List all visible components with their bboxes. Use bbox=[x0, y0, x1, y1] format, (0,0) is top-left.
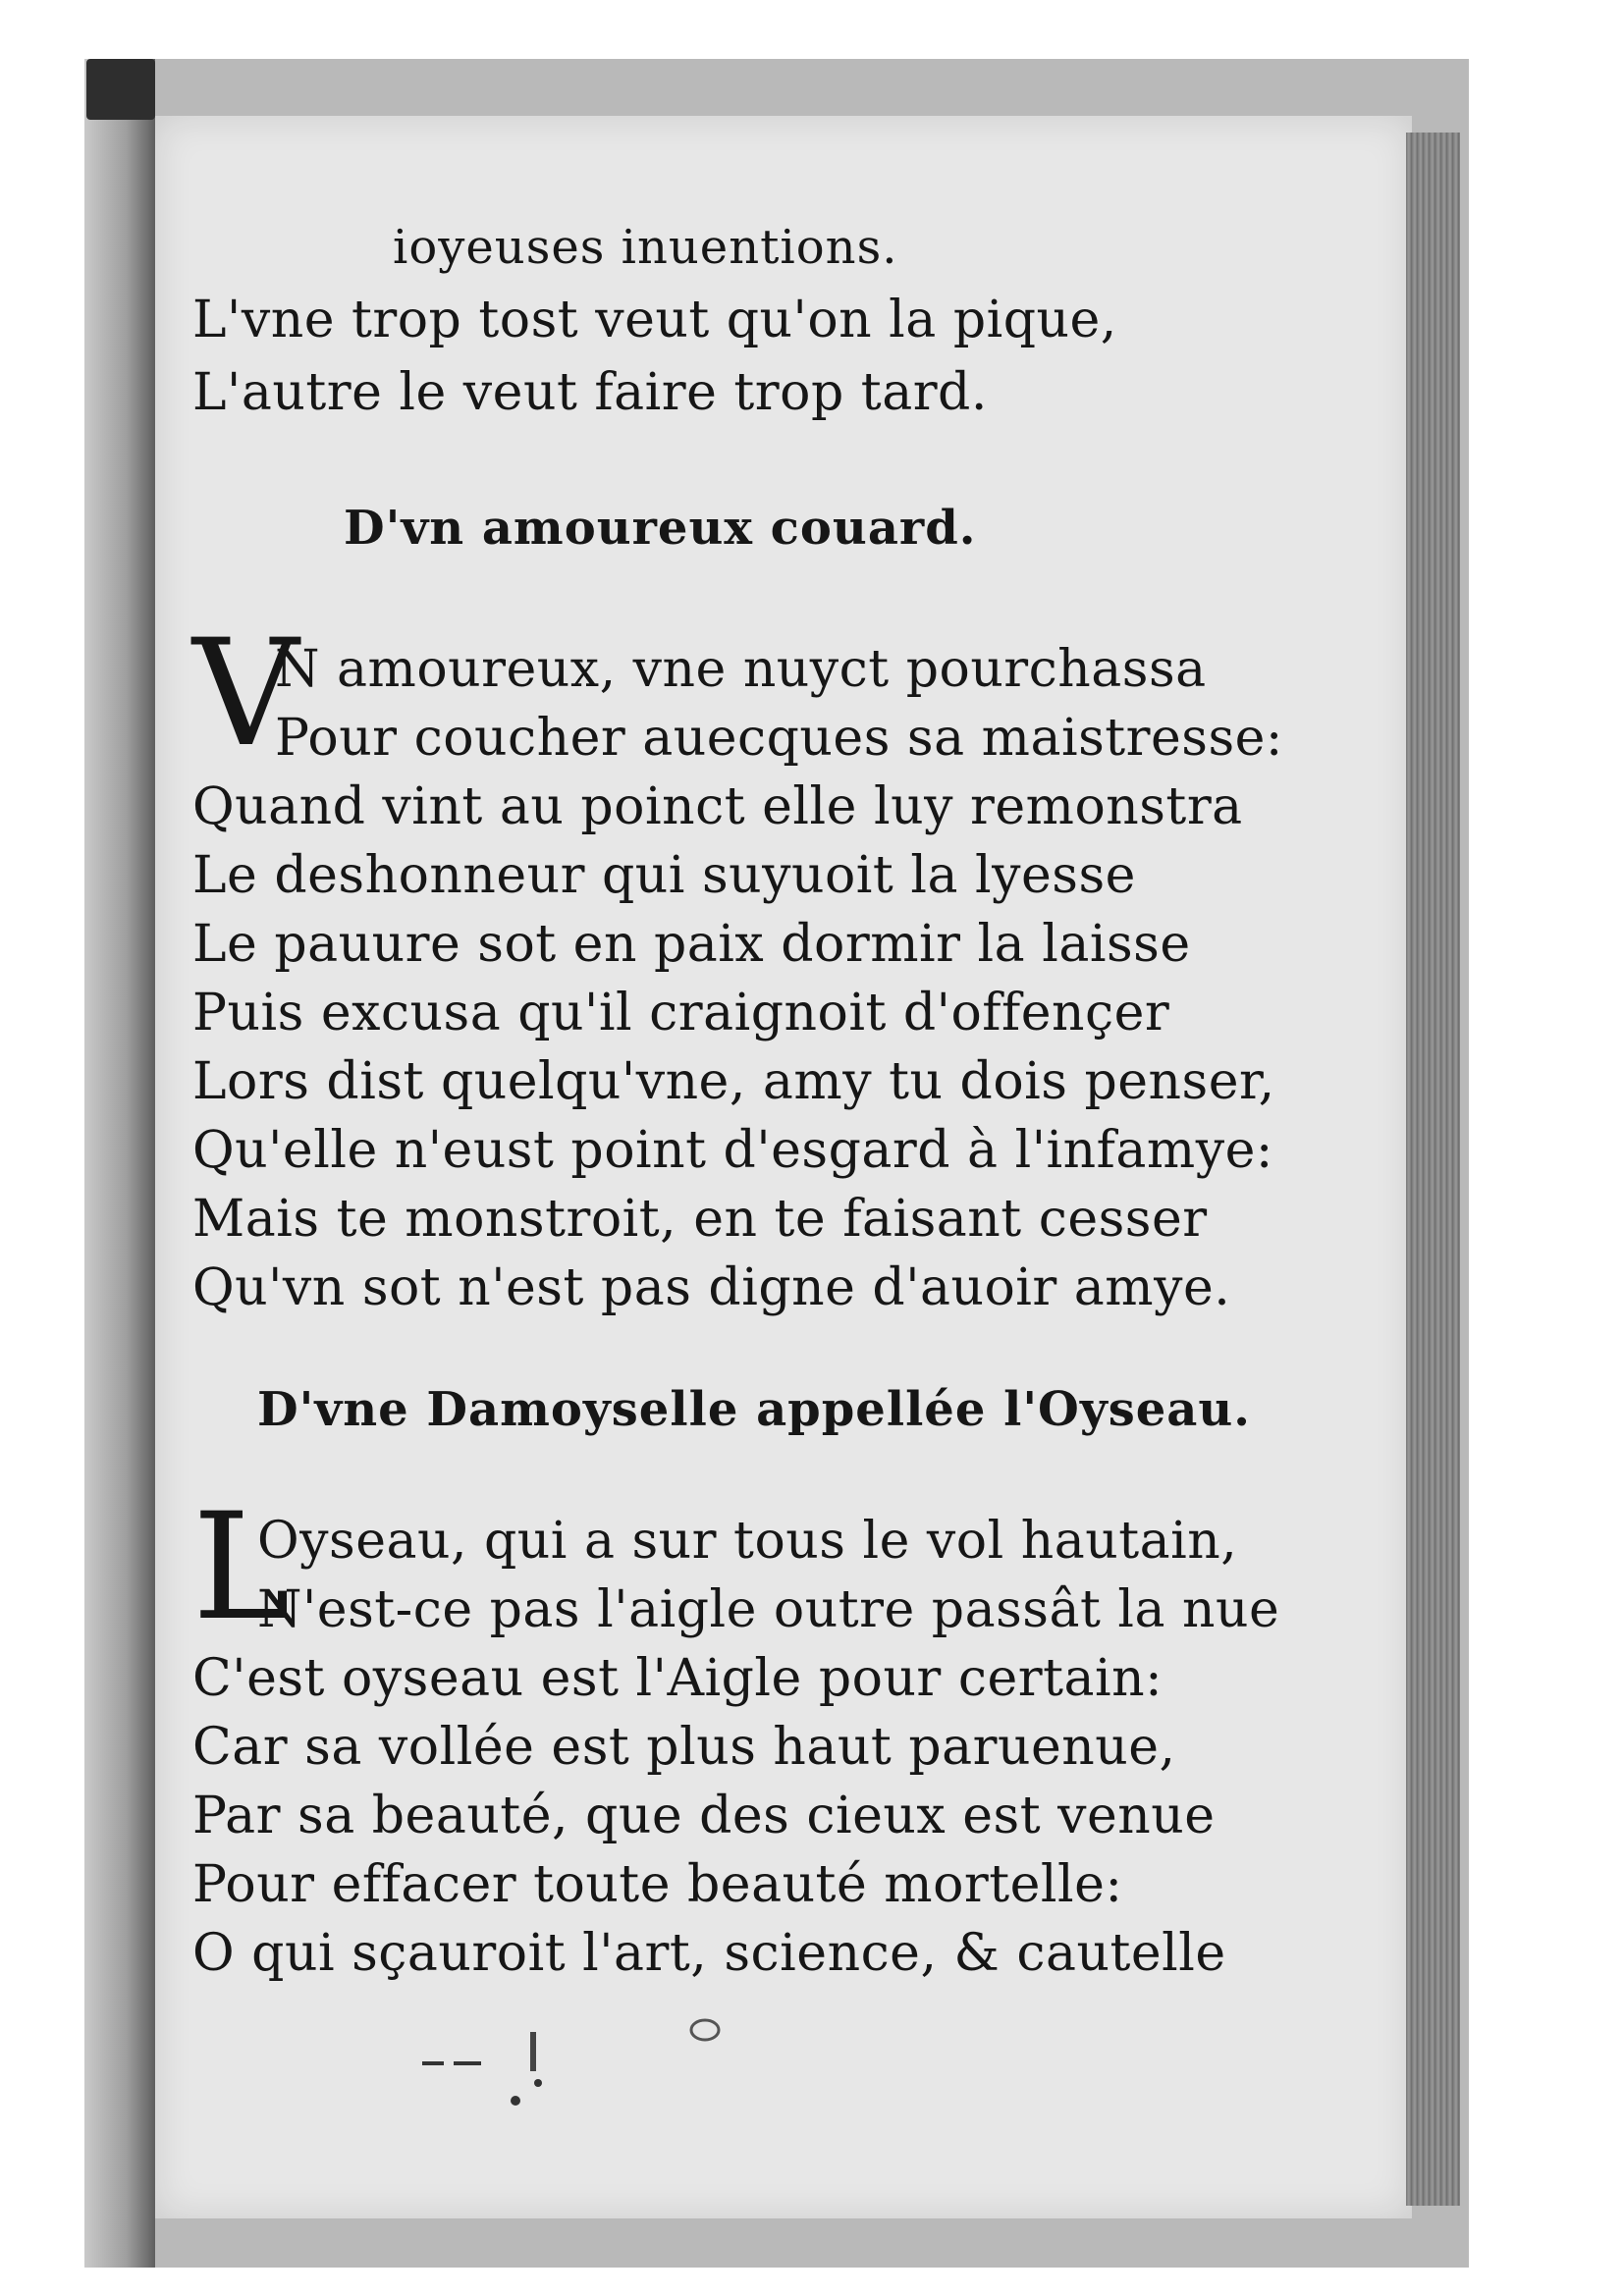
left-page-edge bbox=[84, 59, 155, 2268]
poem-2-line-3: C'est oyseau est l'Aigle pour certain: bbox=[192, 1649, 1163, 1708]
poem-title-1: D'vn amoureux couard. bbox=[344, 501, 977, 556]
running-head: ioyeuses inuentions. bbox=[393, 220, 898, 275]
drop-cap-1: V bbox=[192, 609, 299, 779]
poem-title-2: D'vne Damoyselle appellée l'Oyseau. bbox=[257, 1382, 1251, 1437]
poem-2-line-5: Par sa beauté, que des cieux est venue bbox=[192, 1787, 1216, 1845]
poem-1-line-9: Mais te monstroit, en te faisant cesser bbox=[192, 1190, 1208, 1249]
poem-2-line-2: N'est-ce pas l'aigle outre passât la nue bbox=[257, 1580, 1280, 1639]
opening-line-1: L'vne trop tost veut qu'on la pique, bbox=[192, 291, 1117, 349]
ink-specks bbox=[393, 1993, 746, 2130]
poem-2-line-7: O qui sçauroit l'art, science, & cautelle bbox=[192, 1924, 1226, 1983]
poem-1-first-line: N amoureux, vne nuyct pourchassa bbox=[275, 640, 1207, 699]
poem-1-line-10: Qu'vn sot n'est pas digne d'auoir amye. bbox=[192, 1258, 1231, 1317]
page-stack-edges bbox=[1406, 133, 1460, 2206]
opening-line-2: L'autre le veut faire trop tard. bbox=[192, 363, 988, 422]
poem-1-line-5: Le pauure sot en paix dormir la laisse bbox=[192, 915, 1191, 974]
poem-1-line-6: Puis excusa qu'il craignoit d'offençer bbox=[192, 984, 1170, 1042]
poem-2-first-line: Oyseau, qui a sur tous le vol hautain, bbox=[257, 1512, 1238, 1571]
poem-1-line-2: Pour coucher auecques sa maistresse: bbox=[275, 709, 1283, 768]
poem-1-line-4: Le deshonneur qui suyuoit la lyesse bbox=[192, 846, 1136, 905]
poem-2-line-4: Car sa vollée est plus haut paruenue, bbox=[192, 1718, 1176, 1777]
poem-1-line-3: Quand vint au poinct elle luy remonstra bbox=[192, 777, 1243, 836]
binding-cap bbox=[86, 59, 155, 120]
drop-cap-2: L bbox=[192, 1482, 291, 1653]
poem-1-line-8: Qu'elle n'eust point d'esgard à l'infamye: bbox=[192, 1121, 1273, 1180]
poem-1-line-7: Lors dist quelqu'vne, amy tu dois penser, bbox=[192, 1052, 1275, 1111]
poem-2-line-6: Pour effacer toute beauté mortelle: bbox=[192, 1855, 1123, 1914]
